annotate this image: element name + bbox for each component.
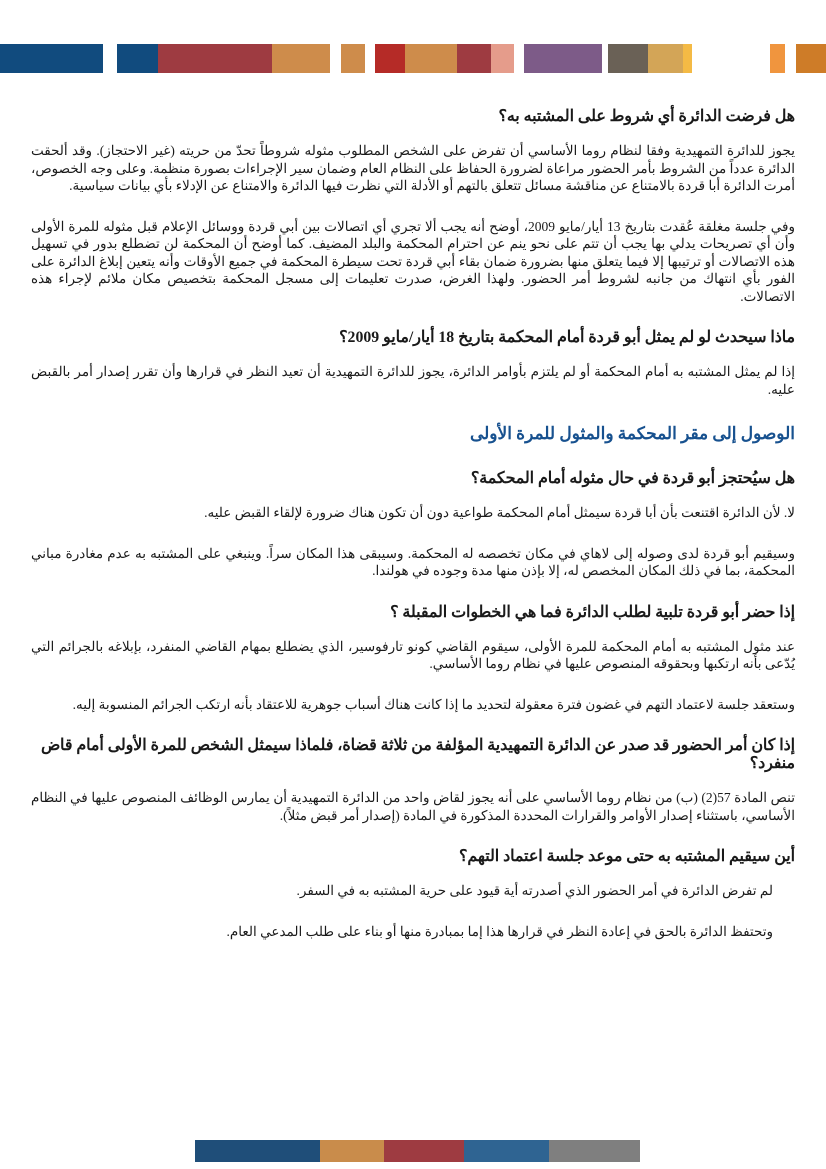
answer-single-judge: تنص المادة 57(2) (ب) من نظام روما الأساسي على أنه يجوز لقاض واحد من الدائرة التمهيدية أن يمارس الوظائف المنصوص عليها في النظام الأساسي، باستثناء إصدار الأوامر والقرارات المحددة المذكورة في المادة (إصدار أمر قبض مثلاً). (31, 790, 795, 823)
answer-next-steps-1: عند مثول المشتبه به أمام المحكمة للمرة الأولى، سيقوم القاضي كونو تارفوسير، الذي يضطلع بمهام القاضي المنفرد، بإبلاغه بالجرائم التي يُدّعى بأنه ارتكبها وبحقوقه المنصوص عليها في نظام روما الأساسي. (31, 638, 795, 671)
top-bar-segment-13 (683, 44, 692, 73)
bottom-bar-segment-2 (320, 1140, 384, 1162)
answer-next-steps-2: وستعقد جلسة لاعتماد التهم في غضون فترة معقولة لتحديد ما إذا كانت هناك أسباب جوهرية للاعتقاد بأنه ارتكب الجرائم المنسوبة إليه. (72, 696, 795, 712)
top-bar-segment-5 (341, 44, 365, 73)
top-bar-segment-2 (117, 44, 158, 73)
top-bar-segment-1 (0, 44, 103, 73)
answer-will-be-detained-1: لا. لأن الدائرة اقتنعت بأن أبا قردة سيمثل أمام المحكمة طواعية دون أن تكون هناك ضرورة لإلقاء القبض عليه. (204, 505, 795, 520)
answer-conditions-2: وفي جلسة مغلقة عُقدت بتاريخ 13 أيار/مايو 2009، أوضح أنه يجب ألا تجري أي اتصالات بين أبي قردة ووسائل الإعلام قبل مثوله للمرة الأولى وأن أي تصريحات يدلي بها يجب أن تتم على نحو ينم عن احترام المحكمة والبلد المضيف. كما أوضح أن المحكمة لن تضطلع بدور في تسهيل هذه الاتصالات أو ترتيبها إلا فيما يتعلق منها بضرورة ضمان بقاء أبي قردة تحت سيطرة المحكمة في جميع الأوقات وأنه يتعين إبلاغ الدائرة على الفور بأي انتهاك من جانبه لشروط أمر الحضور. ولهذا الغرض، صدرت تعليمات إلى مسجل المحكمة بتخصيص مكان ملائم لإجراء هذه الاتصالات. (31, 218, 796, 304)
top-bar-segment-7 (405, 44, 457, 73)
top-bar-segment-9 (491, 44, 514, 73)
top-bar-segment-14 (770, 44, 785, 73)
top-bar-segment-11 (608, 44, 648, 73)
question-conditions-imposed: هل فرضت الدائرة أي شروط على المشتبه به؟ (498, 108, 795, 125)
bottom-bar-segment-4 (464, 1140, 549, 1162)
top-bar-segment-8 (457, 44, 491, 73)
top-bar-segment-10 (524, 44, 602, 73)
top-bar-segment-6 (375, 44, 405, 73)
question-will-be-detained: هل سيُحتجز أبو قردة في حال مثوله أمام المحكمة؟ (470, 470, 795, 487)
decorative-color-bar-bottom (0, 1140, 826, 1162)
top-bar-segment-15 (796, 44, 826, 73)
answer-conditions-1: يجوز للدائرة التمهيدية وفقا لنظام روما الأساسي أن تفرض على الشخص المطلوب مثوله شروطاً تحدّ من حريته (غير الاحتجاز). وقد ألحقت الدائرة عدداً من الشروط بأمر الحضور مراعاة لضرورة الحفاظ على النظام العام وضمان سير الإجراءات بصورة منظمة. وعلى وجه الخصوص، أمرت الدائرة أبا قردة بالامتناع عن مناقشة مسائل تتعلق بالتهم أو الأدلة التي نظرت فيها الدائرة والامتناع عن الإدلاء بأي بيانات سياسية. (31, 143, 795, 193)
document-body (31, 73, 795, 940)
decorative-color-bar-top (0, 44, 826, 73)
question-where-reside: أين سيقيم المشتبه به حتى موعد جلسة اعتماد التهم؟ (459, 848, 795, 865)
bottom-bar-segment-5 (549, 1140, 640, 1162)
question-what-if-no-appearance: ماذا سيحدث لو لم يمثل أبو قردة أمام المحكمة بتاريخ 18 أيار/مايو 2009؟ (339, 329, 795, 346)
bottom-bar-segment-3 (384, 1140, 464, 1162)
answer-where-reside-2: وتحتفظ الدائرة بالحق في إعادة النظر في قرارها هذا إما بمبادرة منها أو بناء على طلب المدعي العام. (226, 923, 773, 939)
top-bar-segment-3 (158, 44, 272, 73)
question-single-judge: إذا كان أمر الحضور قد صدر عن الدائرة التمهيدية المؤلفة من ثلاثة قضاة، فلماذا سيمثل الشخص للمرة الأولى أمام قاض منفرد؟ (40, 737, 795, 772)
answer-where-reside-1: لم تفرض الدائرة في أمر الحضور الذي أصدرته أية قيود على حرية المشتبه به في السفر. (296, 883, 773, 898)
answer-what-if-no-appearance: إذا لم يمثل المشتبه به أمام المحكمة أو لم يلتزم بأوامر الدائرة، يجوز للدائرة التمهيدية أن تعيد النظر في قرارها وأن تقرر إصدار أمر بالقبض عليه. (31, 364, 795, 397)
top-bar-segment-4 (272, 44, 330, 73)
question-next-steps: إذا حضر أبو قردة تلبية لطلب الدائرة فما هي الخطوات المقبلة ؟ (390, 603, 795, 621)
bottom-bar-segment-1 (195, 1140, 320, 1162)
section-title-arrival-first-appearance: الوصول إلى مقر المحكمة والمثول للمرة الأولى (469, 424, 795, 443)
answer-will-be-detained-2: وسيقيم أبو قردة لدى وصوله إلى لاهاي في مكان تخصصه له المحكمة. وسيبقى هذا المكان سراً. وينبغي على المشتبه به عدم مغادرة مباني المحكمة، بما في ذلك المكان المخصص له، إلا بإذن منها مدة وجوده في هولندا. (31, 545, 795, 578)
top-bar-segment-12 (648, 44, 683, 73)
